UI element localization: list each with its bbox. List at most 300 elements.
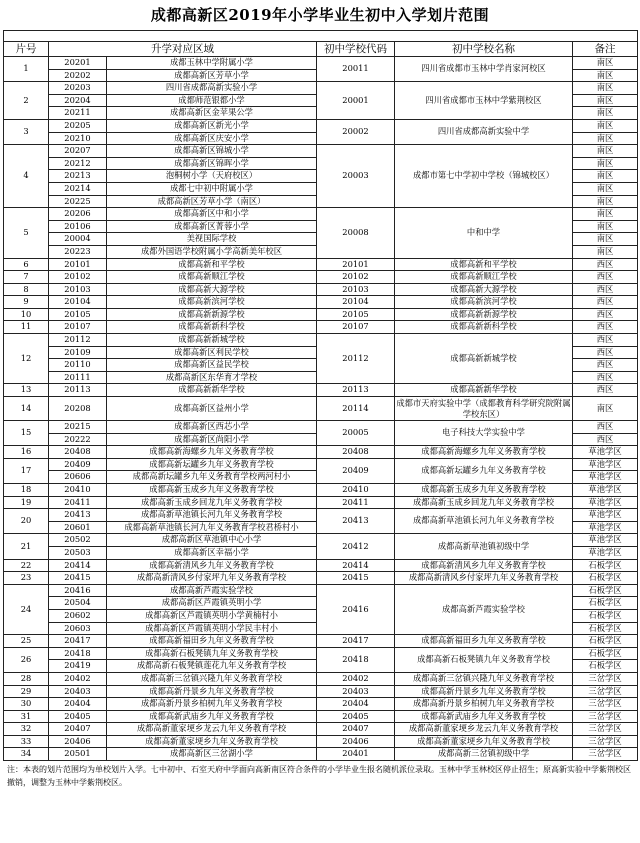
group-no: 15 — [4, 421, 49, 446]
primary-school: 成都高新区芦霞镇英明小学民丰村小 — [107, 622, 317, 635]
table-row — [4, 559, 638, 572]
remark: 南区 — [573, 195, 638, 208]
spacer-row — [4, 31, 638, 42]
primary-school: 成都高新顺江学校 — [107, 271, 317, 284]
primary-school: 成都高新区中和小学 — [107, 208, 317, 221]
primary-school: 成都高新石板凳镇九年义务教育学校 — [107, 647, 317, 660]
middle-code: 20406 — [317, 735, 395, 748]
primary-school: 成都外国语学校附属小学高新美年校区 — [107, 245, 317, 258]
remark: 草池学区 — [573, 546, 638, 559]
group-no: 7 — [4, 271, 49, 284]
header-remark: 备注 — [573, 42, 638, 57]
remark: 南区 — [573, 233, 638, 246]
primary-school: 成都高新新源学校 — [107, 308, 317, 321]
remark: 南区 — [573, 57, 638, 70]
group-no: 13 — [4, 384, 49, 397]
table-row — [4, 119, 638, 132]
remark: 南区 — [573, 82, 638, 95]
group-no: 29 — [4, 685, 49, 698]
primary-code: 20102 — [49, 271, 107, 284]
remark: 西区 — [573, 308, 638, 321]
primary-code: 20502 — [49, 534, 107, 547]
primary-code: 20105 — [49, 308, 107, 321]
remark: 三岔学区 — [573, 710, 638, 723]
middle-code: 20102 — [317, 271, 395, 284]
primary-code: 20408 — [49, 446, 107, 459]
group-no: 5 — [4, 208, 49, 258]
group-no: 24 — [4, 584, 49, 634]
primary-school: 成都高新区西芯小学 — [107, 421, 317, 434]
middle-school: 成都高新清风乡付家坪九年义务教育学校 — [395, 572, 573, 585]
remark: 西区 — [573, 384, 638, 397]
middle-code: 20002 — [317, 119, 395, 144]
table-row — [4, 258, 638, 271]
middle-code: 20103 — [317, 283, 395, 296]
primary-code: 20103 — [49, 283, 107, 296]
remark: 南区 — [573, 119, 638, 132]
remark: 西区 — [573, 346, 638, 359]
remark: 三岔学区 — [573, 735, 638, 748]
remark: 草池学区 — [573, 471, 638, 484]
primary-code: 20214 — [49, 182, 107, 195]
remark: 三岔学区 — [573, 723, 638, 736]
middle-code: 20418 — [317, 647, 395, 672]
middle-code: 20410 — [317, 484, 395, 497]
group-no: 22 — [4, 559, 49, 572]
primary-code: 20414 — [49, 559, 107, 572]
middle-school: 四川省成都高新实验中学 — [395, 119, 573, 144]
remark: 石板学区 — [573, 559, 638, 572]
primary-code: 20004 — [49, 233, 107, 246]
primary-school: 成都高新清风乡付家坪九年义务教育学校 — [107, 572, 317, 585]
middle-code: 20417 — [317, 635, 395, 648]
primary-code: 20416 — [49, 584, 107, 597]
middle-code: 20414 — [317, 559, 395, 572]
group-no: 4 — [4, 145, 49, 208]
group-no: 31 — [4, 710, 49, 723]
primary-code: 20501 — [49, 748, 107, 761]
middle-school: 成都高新新城学校 — [395, 334, 573, 384]
table-row — [4, 82, 638, 95]
group-no: 26 — [4, 647, 49, 672]
remark: 南区 — [573, 69, 638, 82]
primary-school: 四川省成都高新实验小学 — [107, 82, 317, 95]
primary-school: 成都高新丹景乡柏树九年义务教育学校 — [107, 698, 317, 711]
primary-code: 20225 — [49, 195, 107, 208]
table-body — [4, 57, 638, 761]
remark: 草池学区 — [573, 496, 638, 509]
remark: 西区 — [573, 371, 638, 384]
group-no: 1 — [4, 57, 49, 82]
primary-code: 20417 — [49, 635, 107, 648]
group-no: 23 — [4, 572, 49, 585]
primary-school: 成都高新玉成乡回龙九年义务教育学校 — [107, 496, 317, 509]
table-row — [4, 723, 638, 736]
group-no: 25 — [4, 635, 49, 648]
remark: 南区 — [573, 170, 638, 183]
primary-school: 成都高新芦霞实验学校 — [107, 584, 317, 597]
middle-code: 20403 — [317, 685, 395, 698]
remark: 西区 — [573, 258, 638, 271]
table-row — [4, 334, 638, 347]
table-row — [4, 321, 638, 334]
primary-school: 成都高新海螺乡九年义务教育学校 — [107, 446, 317, 459]
remark: 石板学区 — [573, 584, 638, 597]
group-no: 3 — [4, 119, 49, 144]
primary-code: 20208 — [49, 397, 107, 421]
primary-code: 20606 — [49, 471, 107, 484]
primary-school: 成都高新福田乡九年义务教育学校 — [107, 635, 317, 648]
primary-school: 成都高新草池镇长河九年义务教育学校君桥村小 — [107, 521, 317, 534]
primary-school: 成都高新区菁蓉小学 — [107, 220, 317, 233]
primary-code: 20413 — [49, 509, 107, 522]
primary-school: 美视国际学校 — [107, 233, 317, 246]
primary-school: 泡桐树小学（天府校区） — [107, 170, 317, 183]
table-row — [4, 397, 638, 421]
primary-code: 20106 — [49, 220, 107, 233]
group-no: 2 — [4, 82, 49, 120]
primary-code: 20207 — [49, 145, 107, 158]
remark: 南区 — [573, 182, 638, 195]
group-no: 9 — [4, 296, 49, 309]
remark: 三岔学区 — [573, 685, 638, 698]
middle-code: 20114 — [317, 397, 395, 421]
table-row — [4, 572, 638, 585]
primary-school: 成都高新区尚阳小学 — [107, 433, 317, 446]
remark: 石板学区 — [573, 660, 638, 673]
primary-code: 20202 — [49, 69, 107, 82]
middle-code: 20001 — [317, 82, 395, 120]
group-no: 16 — [4, 446, 49, 459]
middle-school: 成都高新武庙乡九年义务教育学校 — [395, 710, 573, 723]
middle-school: 成都高新坛罐乡九年义务教育学校 — [395, 458, 573, 483]
table-row — [4, 685, 638, 698]
group-no: 32 — [4, 723, 49, 736]
primary-school: 成都高新区草池镇中心小学 — [107, 534, 317, 547]
primary-code: 20403 — [49, 685, 107, 698]
remark: 西区 — [573, 283, 638, 296]
middle-school: 成都高新玉成乡回龙九年义务教育学校 — [395, 496, 573, 509]
remark: 草池学区 — [573, 458, 638, 471]
group-no: 28 — [4, 672, 49, 685]
primary-code: 20404 — [49, 698, 107, 711]
primary-school: 成都高新玉成乡九年义务教育学校 — [107, 484, 317, 497]
primary-school: 成都高新石板凳镇莲花九年义务教育学校 — [107, 660, 317, 673]
primary-school: 成都高新区三岔湖小学 — [107, 748, 317, 761]
table-row — [4, 308, 638, 321]
remark: 石板学区 — [573, 622, 638, 635]
header-no: 片号 — [4, 42, 49, 57]
middle-school: 成都高新顺江学校 — [395, 271, 573, 284]
primary-code: 20113 — [49, 384, 107, 397]
primary-school: 成都高新区芳草小学（南区） — [107, 195, 317, 208]
primary-code: 20415 — [49, 572, 107, 585]
group-no: 18 — [4, 484, 49, 497]
middle-school: 成都高新新源学校 — [395, 308, 573, 321]
header-school: 初中学校名称 — [395, 42, 573, 57]
table-row — [4, 271, 638, 284]
group-no: 12 — [4, 334, 49, 384]
middle-school: 成都高新石板凳镇九年义务教育学校 — [395, 647, 573, 672]
middle-code: 20416 — [317, 584, 395, 634]
group-no: 19 — [4, 496, 49, 509]
middle-code: 20113 — [317, 384, 395, 397]
primary-code: 20110 — [49, 359, 107, 372]
middle-school: 成都高新滨河学校 — [395, 296, 573, 309]
table-row — [4, 446, 638, 459]
group-no: 6 — [4, 258, 49, 271]
remark: 石板学区 — [573, 635, 638, 648]
remark: 三岔学区 — [573, 748, 638, 761]
primary-school: 成都高新区芦霞镇英明小学 — [107, 597, 317, 610]
primary-code: 20504 — [49, 597, 107, 610]
header-code: 初中学校代码 — [317, 42, 395, 57]
remark: 石板学区 — [573, 597, 638, 610]
remark: 南区 — [573, 132, 638, 145]
primary-school: 成都高新董家埂乡龙云九年义务教育学校 — [107, 723, 317, 736]
table-row — [4, 283, 638, 296]
remark: 西区 — [573, 433, 638, 446]
remark: 西区 — [573, 421, 638, 434]
middle-school: 成都高新和平学校 — [395, 258, 573, 271]
remark: 南区 — [573, 220, 638, 233]
middle-school: 电子科技大学实验中学 — [395, 421, 573, 446]
primary-code: 20201 — [49, 57, 107, 70]
middle-code: 20411 — [317, 496, 395, 509]
group-no: 11 — [4, 321, 49, 334]
primary-code: 20104 — [49, 296, 107, 309]
middle-code: 20404 — [317, 698, 395, 711]
primary-school: 成都高新区锦晖小学 — [107, 157, 317, 170]
middle-code: 20415 — [317, 572, 395, 585]
table-row — [4, 484, 638, 497]
primary-code: 20418 — [49, 647, 107, 660]
middle-school: 成都高新海螺乡九年义务教育学校 — [395, 446, 573, 459]
middle-code: 20005 — [317, 421, 395, 446]
group-no: 30 — [4, 698, 49, 711]
middle-code: 20107 — [317, 321, 395, 334]
table-row — [4, 458, 638, 471]
group-no: 10 — [4, 308, 49, 321]
remark: 西区 — [573, 321, 638, 334]
table-row — [4, 145, 638, 158]
primary-code: 20213 — [49, 170, 107, 183]
primary-code: 20503 — [49, 546, 107, 559]
primary-code: 20109 — [49, 346, 107, 359]
middle-school: 成都高新丹景乡九年义务教育学校 — [395, 685, 573, 698]
primary-school: 成都高新新城学校 — [107, 334, 317, 347]
remark: 南区 — [573, 107, 638, 120]
middle-code: 20104 — [317, 296, 395, 309]
primary-school: 成都高新区东华育才学校 — [107, 371, 317, 384]
table-row — [4, 698, 638, 711]
table-row — [4, 735, 638, 748]
group-no: 33 — [4, 735, 49, 748]
group-no: 21 — [4, 534, 49, 559]
middle-school: 成都高新董家埂乡九年义务教育学校 — [395, 735, 573, 748]
primary-code: 20210 — [49, 132, 107, 145]
middle-school: 成都高新清风乡九年义务教育学校 — [395, 559, 573, 572]
remark: 草池学区 — [573, 521, 638, 534]
table-row — [4, 710, 638, 723]
primary-school: 成都高新和平学校 — [107, 258, 317, 271]
table-row — [4, 421, 638, 434]
remark: 石板学区 — [573, 647, 638, 660]
primary-code: 20602 — [49, 609, 107, 622]
middle-school: 成都高新三岔镇兴隆九年义务教育学校 — [395, 672, 573, 685]
middle-school: 成都高新董家埂乡龙云九年义务教育学校 — [395, 723, 573, 736]
primary-code: 20112 — [49, 334, 107, 347]
primary-school: 成都高新滨河学校 — [107, 296, 317, 309]
middle-school: 成都市天府实验中学（成都教育科学研究院附属学校东区） — [396, 397, 571, 419]
remark: 南区 — [573, 157, 638, 170]
middle-school: 成都高新大源学校 — [395, 283, 573, 296]
group-no: 17 — [4, 458, 49, 483]
table-row — [4, 672, 638, 685]
middle-school: 中和中学 — [395, 208, 573, 258]
remark: 南区 — [573, 145, 638, 158]
primary-code: 20223 — [49, 245, 107, 258]
primary-code: 20205 — [49, 119, 107, 132]
middle-code: 20011 — [317, 57, 395, 82]
primary-school: 成都高新新科学校 — [107, 321, 317, 334]
middle-school: 成都高新三岔镇初级中学 — [395, 748, 573, 761]
primary-school: 成都高新区金苹果公学 — [107, 107, 317, 120]
primary-code: 20411 — [49, 496, 107, 509]
group-no: 20 — [4, 509, 49, 534]
primary-code: 20222 — [49, 433, 107, 446]
remark: 草池学区 — [573, 446, 638, 459]
middle-code: 20401 — [317, 748, 395, 761]
middle-code: 20413 — [317, 509, 395, 534]
middle-code: 20105 — [317, 308, 395, 321]
remark: 草池学区 — [573, 534, 638, 547]
table-row — [4, 748, 638, 761]
header-row — [4, 42, 638, 57]
middle-code: 20402 — [317, 672, 395, 685]
table-row — [4, 57, 638, 70]
middle-code: 20408 — [317, 446, 395, 459]
primary-school: 成都七中初中附属小学 — [107, 182, 317, 195]
table-row — [4, 496, 638, 509]
remark: 草池学区 — [573, 509, 638, 522]
middle-school: 成都高新福田乡九年义务教育学校 — [395, 635, 573, 648]
primary-school: 成都高新大源学校 — [107, 283, 317, 296]
middle-code: 20409 — [317, 458, 395, 483]
primary-code: 20212 — [49, 157, 107, 170]
primary-code: 20211 — [49, 107, 107, 120]
group-no: 8 — [4, 283, 49, 296]
middle-school: 成都高新新科学校 — [395, 321, 573, 334]
remark: 西区 — [573, 334, 638, 347]
remark: 三岔学区 — [573, 698, 638, 711]
primary-school: 成都高新区幸福小学 — [107, 546, 317, 559]
table-row — [4, 534, 638, 547]
primary-school: 成都高新草池镇长河九年义务教育学校 — [107, 509, 317, 522]
primary-code: 20101 — [49, 258, 107, 271]
middle-school: 成都高新丹景乡柏树九年义务教育学校 — [395, 698, 573, 711]
middle-school: 成都市第七中学初中学校（锦城校区） — [395, 145, 573, 208]
primary-school: 成都玉林中学附属小学 — [107, 57, 317, 70]
table-row — [4, 384, 638, 397]
middle-school: 成都高新芦霞实验学校 — [395, 584, 573, 634]
primary-code: 20603 — [49, 622, 107, 635]
middle-school: 成都高新草池镇初级中学 — [395, 534, 573, 559]
middle-school: 四川省成都市玉林中学紫荆校区 — [395, 82, 573, 120]
middle-code: 20003 — [317, 145, 395, 208]
primary-code: 20405 — [49, 710, 107, 723]
primary-code: 20206 — [49, 208, 107, 221]
primary-school: 成都高新清风乡九年义务教育学校 — [107, 559, 317, 572]
remark: 石板学区 — [573, 572, 638, 585]
zoning-table — [3, 30, 638, 761]
remark: 西区 — [573, 271, 638, 284]
table-row — [4, 647, 638, 660]
primary-code: 20419 — [49, 660, 107, 673]
table-row — [4, 208, 638, 221]
primary-school: 成都高新区芳草小学 — [107, 69, 317, 82]
primary-code: 20402 — [49, 672, 107, 685]
middle-school: 成都高新玉成乡九年义务教育学校 — [395, 484, 573, 497]
middle-school: 成都高新草池镇长河九年义务教育学校 — [395, 509, 573, 534]
table-row — [4, 296, 638, 309]
primary-code: 20203 — [49, 82, 107, 95]
primary-school: 成都高新区利民学校 — [107, 346, 317, 359]
footnote: 注：本表的划片范围均为单校划片入学。七中初中、石室天府中学面向高新南区符合条件的小学毕业生报名随机派位录取。玉林中学玉林校区停止招生；原高新实验中学紫荆校区撤销，调整为玉林中学紫荆校区。 — [7, 765, 631, 787]
primary-school: 成都高新区锦城小学 — [107, 145, 317, 158]
remark: 石板学区 — [573, 609, 638, 622]
middle-code: 20008 — [317, 208, 395, 258]
primary-school: 成都高新新华学校 — [107, 384, 317, 397]
primary-school: 成都高新区新光小学 — [107, 119, 317, 132]
table-row — [4, 584, 638, 597]
primary-school: 成都高新区庆安小学 — [107, 132, 317, 145]
primary-school: 成都高新武庙乡九年义务教育学校 — [107, 710, 317, 723]
primary-school: 成都高新区益州小学 — [107, 397, 317, 421]
table-row — [4, 635, 638, 648]
primary-code: 20407 — [49, 723, 107, 736]
primary-code: 20601 — [49, 521, 107, 534]
middle-code: 20112 — [317, 334, 395, 384]
primary-school: 成都高新区益民学校 — [107, 359, 317, 372]
primary-code: 20204 — [49, 94, 107, 107]
middle-code: 20407 — [317, 723, 395, 736]
primary-code: 20215 — [49, 421, 107, 434]
document — [3, 0, 637, 789]
remark: 南区 — [573, 94, 638, 107]
remark: 西区 — [573, 296, 638, 309]
remark: 南区 — [573, 397, 638, 421]
group-no: 14 — [4, 397, 49, 421]
primary-code: 20107 — [49, 321, 107, 334]
primary-code: 20111 — [49, 371, 107, 384]
middle-school: 成都高新新华学校 — [395, 384, 573, 397]
primary-school: 成都高新三岔镇兴隆九年义务教育学校 — [107, 672, 317, 685]
primary-code: 20409 — [49, 458, 107, 471]
remark: 草池学区 — [573, 484, 638, 497]
page-title: 成都高新区2019年小学毕业生初中入学划片范围 — [150, 6, 490, 24]
table-row — [4, 509, 638, 522]
primary-school: 成都高新坛罐乡九年义务教育学校两河村小 — [107, 471, 317, 484]
primary-school: 成都高新丹景乡九年义务教育学校 — [107, 685, 317, 698]
remark: 南区 — [573, 208, 638, 221]
middle-code: 20101 — [317, 258, 395, 271]
primary-school: 成都高新区芦霞镇英明小学黄楠村小 — [107, 609, 317, 622]
middle-school: 四川省成都市玉林中学肖家河校区 — [395, 57, 573, 82]
remark: 三岔学区 — [573, 672, 638, 685]
primary-code: 20406 — [49, 735, 107, 748]
middle-code: 20412 — [317, 534, 395, 559]
